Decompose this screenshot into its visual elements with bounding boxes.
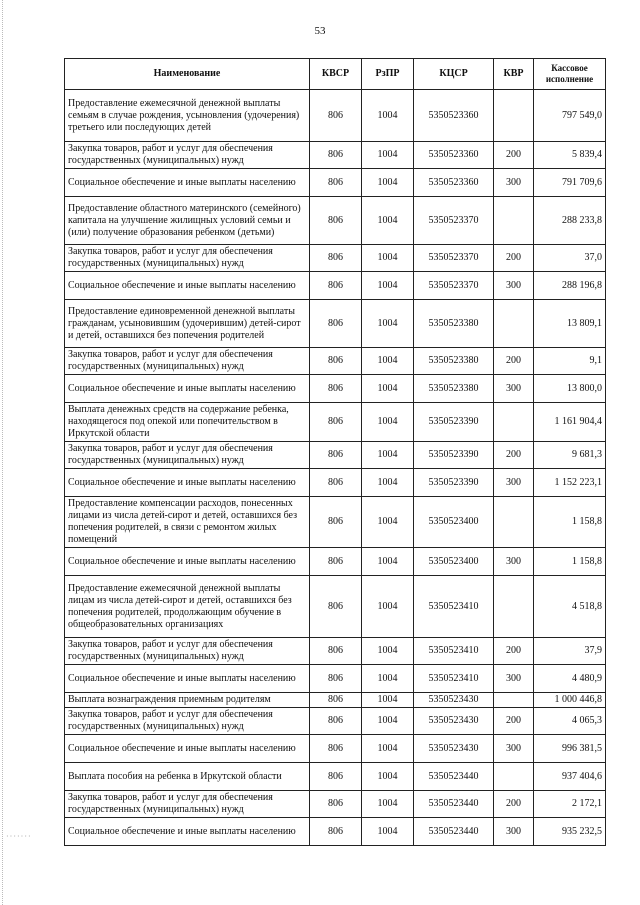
cell-name: Выплата денежных средств на содержание ребенка, находящегося под опекой или попечительством в Иркутской области — [65, 403, 310, 442]
table-row — [65, 791, 606, 818]
cell-kvr: 200 — [494, 708, 534, 735]
cell-name: Социальное обеспечение и иные выплаты населению — [65, 548, 310, 576]
cell-amount: 1 158,8 — [534, 548, 606, 576]
cell-kvsr: 806 — [310, 693, 362, 708]
cell-kvsr: 806 — [310, 469, 362, 497]
cell-kcsr: 5350523440 — [414, 818, 494, 846]
cell-kcsr: 5350523430 — [414, 708, 494, 735]
cell-rzpr: 1004 — [362, 638, 414, 665]
table-row — [65, 142, 606, 169]
cell-kvsr: 806 — [310, 90, 362, 142]
column-header-execution: Кассовое исполнение — [534, 59, 606, 90]
cell-amount: 996 381,5 — [534, 735, 606, 763]
cell-kcsr: 5350523380 — [414, 375, 494, 403]
cell-name: Предоставление областного материнского (семейного) капитала на улучшение жилищных условий семьи и (или) получение образования ребенком (детьми) — [65, 197, 310, 245]
cell-name: Предоставление ежемесячной денежной выплаты лицам из числа детей-сирот и детей, оставшихся без попечения родителей, продолжающим обучение в общеобразовательных организациях — [65, 576, 310, 638]
cell-kcsr: 5350523390 — [414, 403, 494, 442]
cell-kcsr: 5350523390 — [414, 469, 494, 497]
table-row — [65, 197, 606, 245]
cell-name: Социальное обеспечение и иные выплаты населению — [65, 469, 310, 497]
cell-kcsr: 5350523440 — [414, 791, 494, 818]
cell-rzpr: 1004 — [362, 300, 414, 348]
cell-kcsr: 5350523400 — [414, 497, 494, 548]
cell-kcsr: 5350523370 — [414, 272, 494, 300]
scan-artifact: ······· — [6, 832, 32, 841]
cell-kvsr: 806 — [310, 142, 362, 169]
table-row — [65, 763, 606, 791]
cell-rzpr: 1004 — [362, 763, 414, 791]
cell-name: Предоставление ежемесячной денежной выплаты семьям в случае рождения, усыновления (удочерения) третьего или последующих детей — [65, 90, 310, 142]
budget-table — [64, 58, 606, 846]
cell-rzpr: 1004 — [362, 375, 414, 403]
table-row — [65, 300, 606, 348]
cell-rzpr: 1004 — [362, 90, 414, 142]
column-header-kcsr: КЦСР — [414, 59, 494, 90]
cell-rzpr: 1004 — [362, 442, 414, 469]
cell-kvsr: 806 — [310, 300, 362, 348]
cell-name: Предоставление компенсации расходов, понесенных лицами из числа детей-сирот и детей, оставшихся без попечения родителей, в связи с ремонтом жилых помещений — [65, 497, 310, 548]
cell-kvr — [494, 197, 534, 245]
cell-amount: 288 196,8 — [534, 272, 606, 300]
cell-name: Предоставление единовременной денежной выплаты гражданам, усыновившим (удочерившим) детей-сирот и детей, оставшихся без попечения родителей — [65, 300, 310, 348]
cell-name: Выплата пособия на ребенка в Иркутской области — [65, 763, 310, 791]
cell-amount: 9,1 — [534, 348, 606, 375]
cell-name: Социальное обеспечение и иные выплаты населению — [65, 375, 310, 403]
cell-kvsr: 806 — [310, 442, 362, 469]
table-row — [65, 348, 606, 375]
cell-kcsr: 5350523430 — [414, 693, 494, 708]
cell-rzpr: 1004 — [362, 169, 414, 197]
cell-rzpr: 1004 — [362, 197, 414, 245]
cell-kvsr: 806 — [310, 638, 362, 665]
cell-amount: 2 172,1 — [534, 791, 606, 818]
cell-kvr — [494, 576, 534, 638]
cell-kvsr: 806 — [310, 763, 362, 791]
cell-name: Закупка товаров, работ и услуг для обеспечения государственных (муниципальных) нужд — [65, 638, 310, 665]
table-row — [65, 708, 606, 735]
page-number: 53 — [314, 25, 326, 37]
cell-amount: 1 000 446,8 — [534, 693, 606, 708]
cell-rzpr: 1004 — [362, 735, 414, 763]
table-row — [65, 442, 606, 469]
cell-amount: 288 233,8 — [534, 197, 606, 245]
cell-kvsr: 806 — [310, 497, 362, 548]
cell-amount: 37,9 — [534, 638, 606, 665]
cell-kvsr: 806 — [310, 665, 362, 693]
cell-kvr — [494, 300, 534, 348]
cell-rzpr: 1004 — [362, 403, 414, 442]
cell-kvsr: 806 — [310, 708, 362, 735]
table-row — [65, 818, 606, 846]
cell-rzpr: 1004 — [362, 818, 414, 846]
cell-kvr: 300 — [494, 169, 534, 197]
cell-kcsr: 5350523370 — [414, 245, 494, 272]
cell-kvr — [494, 403, 534, 442]
cell-kcsr: 5350523360 — [414, 90, 494, 142]
cell-name: Закупка товаров, работ и услуг для обеспечения государственных (муниципальных) нужд — [65, 142, 310, 169]
cell-amount: 1 152 223,1 — [534, 469, 606, 497]
cell-name: Закупка товаров, работ и услуг для обеспечения государственных (муниципальных) нужд — [65, 791, 310, 818]
cell-rzpr: 1004 — [362, 708, 414, 735]
cell-name: Выплата вознаграждения приемным родителям — [65, 693, 310, 708]
cell-kcsr: 5350523400 — [414, 548, 494, 576]
cell-amount: 1 158,8 — [534, 497, 606, 548]
cell-kvsr: 806 — [310, 197, 362, 245]
cell-amount: 4 065,3 — [534, 708, 606, 735]
table-row — [65, 245, 606, 272]
cell-kcsr: 5350523430 — [414, 735, 494, 763]
cell-kvsr: 806 — [310, 375, 362, 403]
cell-kvr: 200 — [494, 442, 534, 469]
table-row — [65, 469, 606, 497]
cell-kvr — [494, 693, 534, 708]
cell-name: Закупка товаров, работ и услуг для обеспечения государственных (муниципальных) нужд — [65, 442, 310, 469]
cell-kvsr: 806 — [310, 791, 362, 818]
table-row — [65, 90, 606, 142]
cell-kvr: 300 — [494, 272, 534, 300]
cell-rzpr: 1004 — [362, 576, 414, 638]
cell-kcsr: 5350523390 — [414, 442, 494, 469]
cell-kvr: 300 — [494, 735, 534, 763]
cell-rzpr: 1004 — [362, 142, 414, 169]
column-header-kvr: КВР — [494, 59, 534, 90]
cell-rzpr: 1004 — [362, 469, 414, 497]
cell-rzpr: 1004 — [362, 497, 414, 548]
table-row — [65, 548, 606, 576]
cell-amount: 9 681,3 — [534, 442, 606, 469]
table-row — [65, 272, 606, 300]
cell-amount: 13 809,1 — [534, 300, 606, 348]
table-row — [65, 403, 606, 442]
column-header-rzpr: РзПР — [362, 59, 414, 90]
cell-rzpr: 1004 — [362, 272, 414, 300]
cell-kvr: 200 — [494, 791, 534, 818]
cell-kcsr: 5350523380 — [414, 300, 494, 348]
cell-kvr: 200 — [494, 348, 534, 375]
cell-amount: 935 232,5 — [534, 818, 606, 846]
cell-amount: 13 800,0 — [534, 375, 606, 403]
cell-kvr — [494, 90, 534, 142]
cell-kcsr: 5350523360 — [414, 169, 494, 197]
cell-kvsr: 806 — [310, 245, 362, 272]
cell-kvr: 200 — [494, 142, 534, 169]
table-row — [65, 169, 606, 197]
cell-name: Социальное обеспечение и иные выплаты населению — [65, 665, 310, 693]
cell-kcsr: 5350523410 — [414, 638, 494, 665]
cell-kvsr: 806 — [310, 818, 362, 846]
table-row — [65, 497, 606, 548]
cell-kcsr: 5350523380 — [414, 348, 494, 375]
cell-kvr — [494, 763, 534, 791]
cell-kvsr: 806 — [310, 548, 362, 576]
cell-amount: 4 480,9 — [534, 665, 606, 693]
cell-name: Социальное обеспечение и иные выплаты населению — [65, 735, 310, 763]
cell-kvsr: 806 — [310, 403, 362, 442]
cell-amount: 797 549,0 — [534, 90, 606, 142]
cell-rzpr: 1004 — [362, 548, 414, 576]
cell-kvsr: 806 — [310, 272, 362, 300]
cell-kcsr: 5350523360 — [414, 142, 494, 169]
table-row — [65, 638, 606, 665]
cell-name: Социальное обеспечение и иные выплаты населению — [65, 272, 310, 300]
scan-edge — [2, 0, 6, 905]
cell-kvr: 200 — [494, 245, 534, 272]
cell-kvr: 300 — [494, 548, 534, 576]
cell-kvr: 300 — [494, 665, 534, 693]
cell-amount: 4 518,8 — [534, 576, 606, 638]
column-header-name: Наименование — [65, 59, 310, 90]
cell-kvr — [494, 497, 534, 548]
cell-amount: 937 404,6 — [534, 763, 606, 791]
table-row — [65, 735, 606, 763]
cell-amount: 5 839,4 — [534, 142, 606, 169]
cell-amount: 1 161 904,4 — [534, 403, 606, 442]
cell-kvr: 300 — [494, 375, 534, 403]
cell-rzpr: 1004 — [362, 791, 414, 818]
table-row — [65, 576, 606, 638]
cell-kvr: 300 — [494, 818, 534, 846]
table-row — [65, 665, 606, 693]
cell-kcsr: 5350523440 — [414, 763, 494, 791]
cell-name: Закупка товаров, работ и услуг для обеспечения государственных (муниципальных) нужд — [65, 348, 310, 375]
cell-amount: 37,0 — [534, 245, 606, 272]
table-header-row — [65, 59, 606, 90]
cell-kcsr: 5350523410 — [414, 576, 494, 638]
cell-rzpr: 1004 — [362, 665, 414, 693]
cell-kvr: 300 — [494, 469, 534, 497]
cell-kcsr: 5350523370 — [414, 197, 494, 245]
cell-kvr: 200 — [494, 638, 534, 665]
table-row — [65, 693, 606, 708]
cell-name: Закупка товаров, работ и услуг для обеспечения государственных (муниципальных) нужд — [65, 708, 310, 735]
cell-rzpr: 1004 — [362, 348, 414, 375]
cell-name: Социальное обеспечение и иные выплаты населению — [65, 169, 310, 197]
cell-rzpr: 1004 — [362, 693, 414, 708]
cell-amount: 791 709,6 — [534, 169, 606, 197]
column-header-kvsr: КВСР — [310, 59, 362, 90]
cell-kvsr: 806 — [310, 576, 362, 638]
cell-rzpr: 1004 — [362, 245, 414, 272]
cell-kvsr: 806 — [310, 348, 362, 375]
cell-name: Социальное обеспечение и иные выплаты населению — [65, 818, 310, 846]
cell-kvsr: 806 — [310, 735, 362, 763]
cell-name: Закупка товаров, работ и услуг для обеспечения государственных (муниципальных) нужд — [65, 245, 310, 272]
table-row — [65, 375, 606, 403]
cell-kvsr: 806 — [310, 169, 362, 197]
cell-kcsr: 5350523410 — [414, 665, 494, 693]
